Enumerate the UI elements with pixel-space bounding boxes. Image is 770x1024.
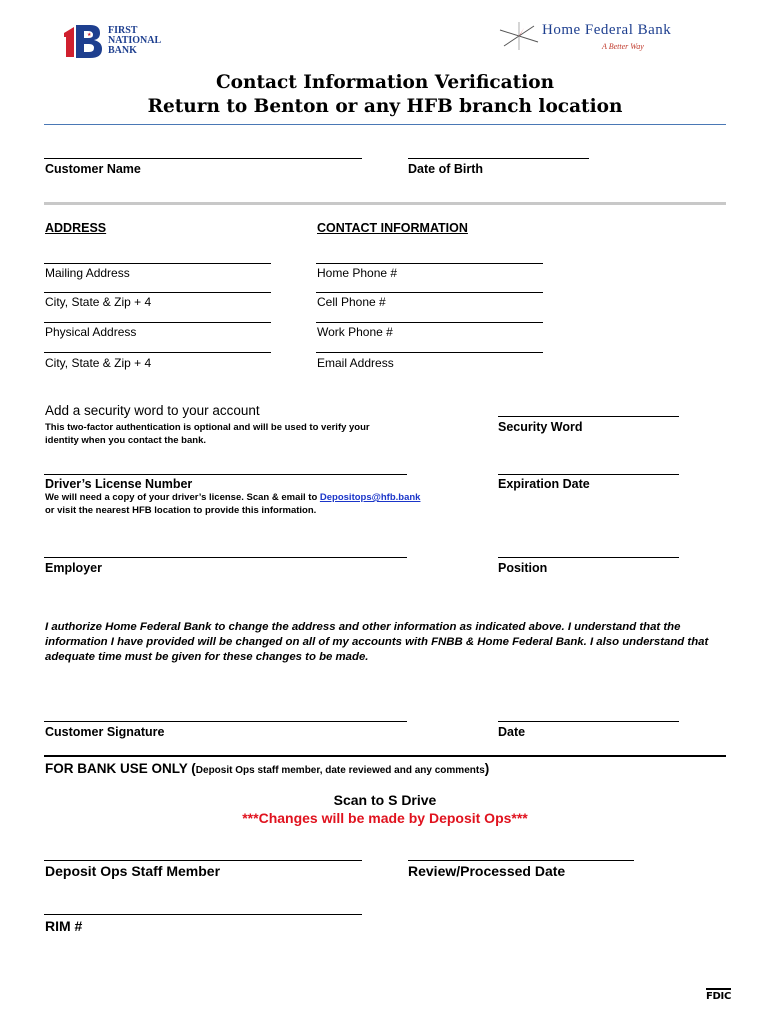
city-state-zip-label-1: City, State & Zip + 4 bbox=[45, 295, 152, 309]
mailing-address-label: Mailing Address bbox=[45, 266, 130, 280]
position-line[interactable] bbox=[498, 557, 679, 558]
bank-use-heading-main: FOR BANK USE ONLY ( bbox=[45, 761, 196, 776]
header-rule bbox=[44, 124, 726, 125]
fnb-line-2: NATIONAL bbox=[108, 35, 162, 46]
address-heading: ADDRESS bbox=[45, 221, 107, 235]
security-word-label: Security Word bbox=[498, 420, 583, 434]
signature-date-line[interactable] bbox=[498, 721, 679, 722]
compass-star-icon bbox=[498, 20, 540, 52]
email-address-label: Email Address bbox=[317, 356, 394, 370]
cell-phone-line[interactable] bbox=[316, 292, 543, 293]
hfb-tagline: A Better Way bbox=[602, 42, 644, 51]
home-phone-line[interactable] bbox=[316, 263, 543, 264]
dob-label: Date of Birth bbox=[408, 162, 483, 176]
bank-use-rule bbox=[44, 755, 726, 757]
license-note bbox=[45, 491, 465, 517]
email-address-line[interactable] bbox=[316, 352, 543, 353]
hfb-logo bbox=[498, 20, 728, 56]
rim-label: RIM # bbox=[45, 918, 83, 934]
city-state-zip-line-2[interactable] bbox=[44, 352, 271, 353]
fnb-mark-icon bbox=[60, 21, 104, 61]
signature-date-label: Date bbox=[498, 725, 526, 739]
page-subtitle: Return to Benton or any HFB branch location bbox=[147, 96, 623, 117]
home-phone-label: Home Phone # bbox=[317, 266, 398, 280]
deposit-ops-email-link[interactable]: Depositops@hfb.bank bbox=[319, 492, 421, 503]
bank-use-heading-small: Deposit Ops staff member, date reviewed and any comments bbox=[195, 765, 485, 776]
license-line[interactable] bbox=[44, 474, 407, 475]
security-note: This two-factor authentication is optional and will be used to verify your identity when you contact the bank. bbox=[45, 422, 370, 446]
mailing-address-line[interactable] bbox=[44, 263, 271, 264]
staff-member-line[interactable] bbox=[44, 860, 362, 861]
bank-use-heading-close: ) bbox=[484, 761, 490, 776]
license-note-pre: We will need a copy of your driver’s license. Scan & email to bbox=[45, 492, 320, 503]
work-phone-label: Work Phone # bbox=[317, 325, 393, 339]
position-label: Position bbox=[498, 561, 548, 575]
staff-member-label: Deposit Ops Staff Member bbox=[45, 863, 221, 879]
rim-line[interactable] bbox=[44, 914, 362, 915]
section-divider bbox=[44, 202, 726, 205]
scan-note: Scan to S Drive bbox=[333, 792, 437, 808]
customer-name-label: Customer Name bbox=[45, 162, 141, 176]
license-label: Driver’s License Number bbox=[45, 477, 193, 491]
signature-line[interactable] bbox=[44, 721, 407, 722]
fnb-logo bbox=[60, 20, 170, 62]
customer-name-line[interactable] bbox=[44, 158, 362, 159]
security-word-line[interactable] bbox=[498, 416, 679, 417]
work-phone-line[interactable] bbox=[316, 322, 543, 323]
expiration-line[interactable] bbox=[498, 474, 679, 475]
page-title: Contact Information Verification bbox=[215, 72, 555, 93]
review-date-label: Review/Processed Date bbox=[408, 863, 566, 879]
license-note-post: or visit the nearest HFB location to provide this information. bbox=[45, 505, 317, 516]
expiration-label: Expiration Date bbox=[498, 477, 590, 491]
fnb-line-3: BANK bbox=[108, 45, 137, 56]
dob-line[interactable] bbox=[408, 158, 589, 159]
signature-label: Customer Signature bbox=[45, 725, 165, 739]
security-heading: Add a security word to your account bbox=[45, 403, 260, 418]
fdic-logo: FDIC bbox=[706, 988, 731, 1002]
employer-label: Employer bbox=[45, 561, 102, 575]
physical-address-label: Physical Address bbox=[45, 325, 137, 339]
authorization-text: I authorize Home Federal Bank to change the address and other information as indicated above. I understand that the information I have provided will be changed on all of my accounts with FNBB & Home Federal Bank. I also understand that adequate time must be given for these changes to be made. bbox=[45, 621, 709, 663]
hfb-name: Home Federal Bank bbox=[542, 22, 672, 38]
physical-address-line[interactable] bbox=[44, 322, 271, 323]
employer-line[interactable] bbox=[44, 557, 407, 558]
contact-heading: CONTACT INFORMATION bbox=[317, 221, 468, 235]
changes-note: ***Changes will be made by Deposit Ops*** bbox=[242, 810, 528, 826]
city-state-zip-label-2: City, State & Zip + 4 bbox=[45, 356, 152, 370]
cell-phone-label: Cell Phone # bbox=[317, 295, 386, 309]
svg-text:★: ★ bbox=[87, 32, 92, 38]
city-state-zip-line-1[interactable] bbox=[44, 292, 271, 293]
bank-use-heading bbox=[45, 760, 489, 778]
review-date-line[interactable] bbox=[408, 860, 634, 861]
fnb-line-1: FIRST bbox=[108, 25, 138, 36]
